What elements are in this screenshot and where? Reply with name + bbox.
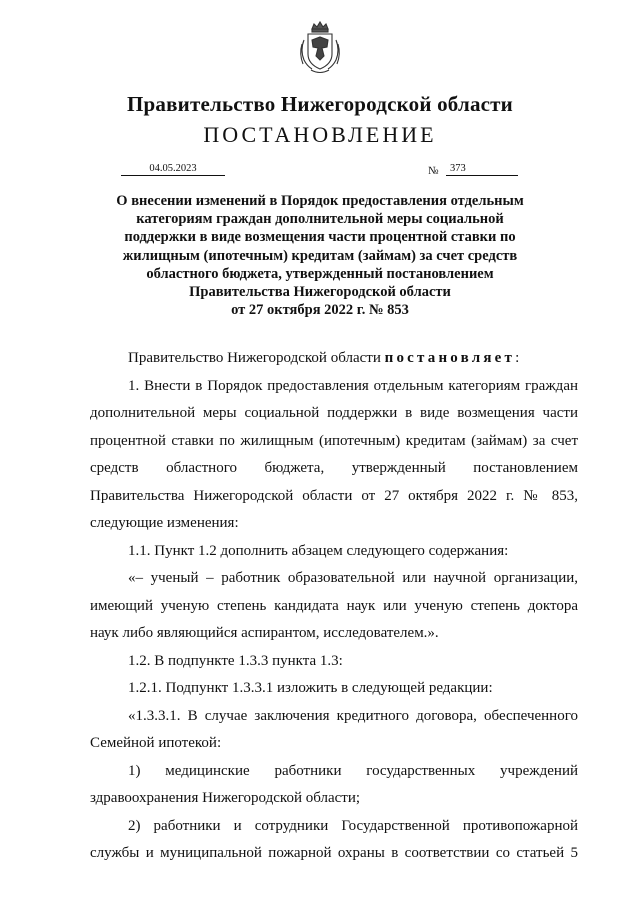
document-number: 373 <box>446 163 518 176</box>
title-line: О внесении изменений в Порядок предоставления отдельным <box>116 193 524 209</box>
paragraph-1: 1. Внести в Порядок предоставления отдельным категориям граждан дополнительной меры социальной поддержки в виде возмещения части процентной ставки по жилищным (ипотечным) кредитам (займам) за счет средств областного бюджета, утвержденный постановлением Правительства Нижегородской области от 27 октября 2022 г. № 853, следующие изменения: <box>90 377 578 531</box>
title-line: Правительства Нижегородской области <box>189 284 451 301</box>
paragraph-1-1: 1.1. Пункт 1.2 дополнить абзацем следующего содержания: <box>128 542 509 559</box>
paragraph-1-1-quote: «– ученый – работник образовательной или научной организации, имеющий ученую степень кандидата наук или ученую степень доктора наук либо являющийся аспирантом, исследователем.». <box>90 570 578 641</box>
list-item-2: 2) работники и сотрудники Государственной противопожарной службы и муниципальной пожарной охраны в соответствии со статьей 5 <box>90 817 578 861</box>
document-title <box>110 192 530 319</box>
list-item-1: 1) медицинские работники государственных учреждений здравоохранения Нижегородской области; <box>90 762 578 806</box>
preamble-end: : <box>515 350 520 366</box>
number-sign: № <box>428 165 439 177</box>
preamble-text: Правительство Нижегородской области <box>128 350 385 366</box>
title-line: категориям граждан дополнительной меры социальной <box>136 211 504 228</box>
title-line: областного бюджета, утвержденный постановлением <box>146 265 494 282</box>
document-date: 04.05.2023 <box>121 163 225 176</box>
document-body <box>90 345 578 868</box>
paragraph-1-2: 1.2. В подпункте 1.3.3 пункта 1.3: <box>128 652 343 669</box>
document-type: ПОСТАНОВЛЕНИЕ <box>203 122 437 147</box>
government-name: Правительство Нижегородской области <box>127 92 513 116</box>
title-line: поддержки в виде возмещения части процентной ставки по <box>124 229 516 246</box>
preamble <box>90 345 578 373</box>
paragraph-1-3-3-1: «1.3.3.1. В случае заключения кредитного договора, обеспеченного Семейной ипотекой: <box>90 707 578 751</box>
paragraph-1-2-1: 1.2.1. Подпункт 1.3.3.1 изложить в следующей редакции: <box>128 680 493 696</box>
coat-of-arms-icon <box>298 20 342 76</box>
preamble-verb: постановляет <box>384 350 516 366</box>
title-line: от 27 октября 2022 г. № 853 <box>231 302 409 319</box>
title-line: жилищным (ипотечным) кредитам (займам) за счет средств <box>122 247 518 264</box>
